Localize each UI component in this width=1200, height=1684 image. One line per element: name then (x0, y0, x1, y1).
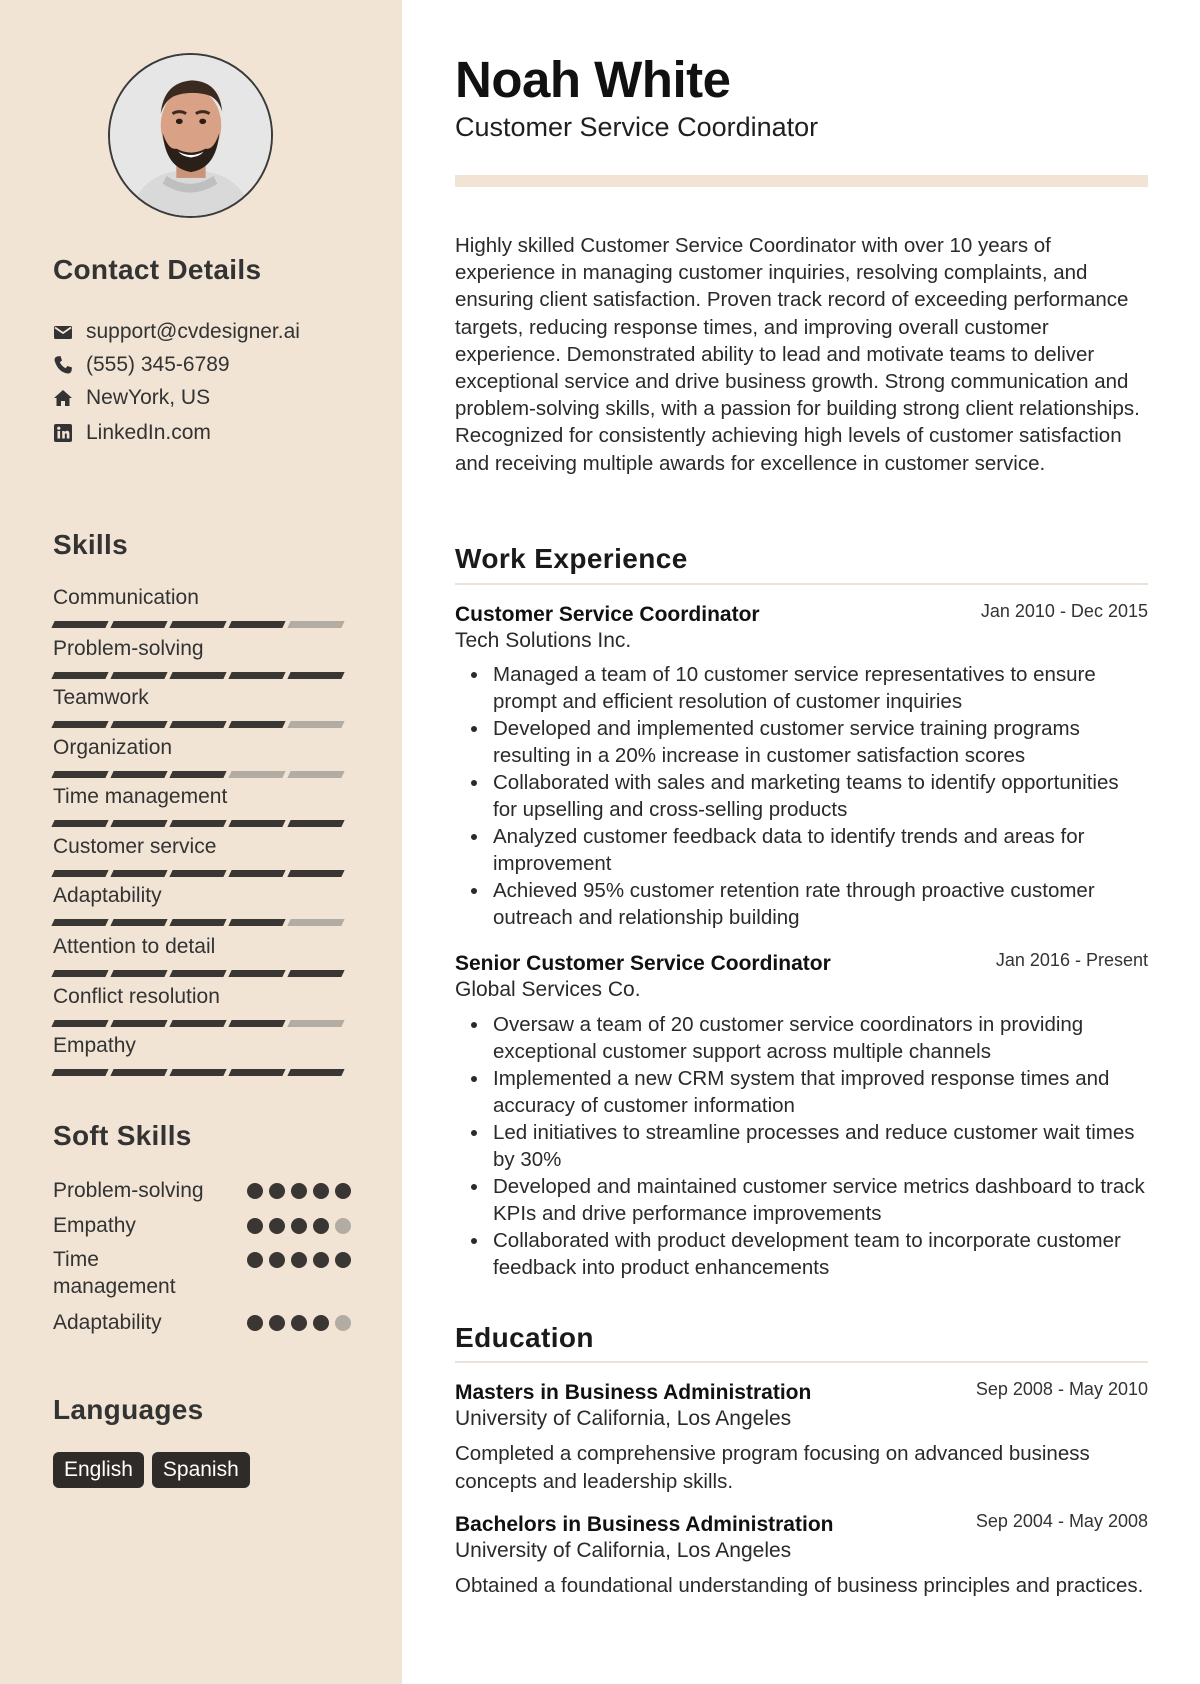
skill-level-bars (53, 721, 348, 728)
list-item: Analyzed customer feedback data to identify trends and areas for improvement (455, 823, 1148, 877)
skill-bar-filled (51, 771, 108, 778)
list-item: Led initiatives to streamline processes and reduce customer wait times by 30% (455, 1119, 1148, 1173)
skill-bar-filled (51, 1069, 108, 1076)
soft-skill-name: Empathy (53, 1214, 136, 1237)
skill-bar-filled (51, 870, 108, 877)
degree-description: Obtained a foundational understanding of business principles and practices. (455, 1574, 1144, 1597)
degree-school: University of California, Los Angeles (455, 1407, 792, 1430)
skill-level-bars (53, 870, 348, 877)
level-dot-filled (313, 1218, 329, 1234)
skill-item (53, 934, 348, 960)
skill-level-bars (53, 672, 348, 679)
skill-item (53, 834, 348, 860)
level-dot-filled (247, 1183, 263, 1199)
skill-bar-filled (287, 970, 344, 977)
home-icon (53, 388, 73, 408)
skill-item (53, 1033, 348, 1059)
job-company: Tech Solutions Inc. (455, 629, 632, 652)
degree-school: University of California, Los Angeles (455, 1539, 792, 1562)
skill-bar-filled (228, 1069, 285, 1076)
skill-bar-filled (110, 1020, 167, 1027)
list-item: Developed and maintained customer service metrics dashboard to track KPIs and drive performance improvements (455, 1173, 1148, 1227)
skill-item (53, 784, 348, 810)
skill-bar-filled (110, 721, 167, 728)
skill-bar-filled (169, 820, 226, 827)
soft-skills-heading: Soft Skills (53, 1120, 192, 1151)
list-item: Oversaw a team of 20 customer service coordinators in providing exceptional customer support across multiple channels (455, 1011, 1148, 1065)
languages-heading: Languages (53, 1394, 204, 1425)
level-dot-filled (291, 1183, 307, 1199)
skill-item (53, 984, 348, 1010)
section-divider (455, 1361, 1148, 1363)
sidebar (0, 0, 402, 1684)
soft-skill-level-dots (247, 1218, 357, 1234)
list-item: Developed and implemented customer service training programs resulting in a 20% increase in customer satisfaction scores (455, 715, 1148, 769)
envelope-icon (53, 322, 73, 342)
skill-bar-filled (110, 771, 167, 778)
avatar (108, 53, 273, 218)
header-divider (455, 175, 1148, 187)
work-experience-heading: Work Experience (455, 543, 688, 574)
skill-level-bars (53, 1020, 348, 1027)
skill-bar-filled (51, 820, 108, 827)
skill-bar-filled (169, 1069, 226, 1076)
profile-summary: Highly skilled Customer Service Coordinator with over 10 years of experience in managing customer inquiries, resolving complaints, and ensuring client satisfaction. Proven track record of exceeding performance targets, reducing response times, and improving overall customer experience. Demonstrated ability to lead and motivate teams to deliver exceptional service and drive business growth. Strong communication and problem-solving skills, with a passion for building strong client relationships. Recognized for consistently achieving high levels of customer satisfaction and receiving multiple awards for excellence in customer service. (455, 234, 1140, 475)
skill-bar-filled (169, 919, 226, 926)
skill-bar-filled (228, 721, 285, 728)
degree-date: Sep 2004 - May 2008 (975, 1511, 1148, 1531)
level-dot-filled (247, 1252, 263, 1268)
contact-heading: Contact Details (53, 254, 262, 285)
skill-name: Organization (53, 736, 173, 759)
contact-phone[interactable] (53, 352, 230, 378)
contact-phone-text: (555) 345-6789 (86, 353, 230, 376)
skill-item (53, 735, 348, 761)
skill-item (53, 585, 348, 611)
main-content (455, 0, 1148, 1684)
skill-bar-filled (51, 621, 108, 628)
level-dot-filled (269, 1183, 285, 1199)
level-dot-filled (291, 1252, 307, 1268)
skill-bar-empty (287, 721, 344, 728)
education-heading: Education (455, 1322, 594, 1353)
contact-email-text: support@cvdesigner.ai (86, 320, 300, 343)
degree-description: Completed a comprehensive program focusing on advanced business concepts and leadership skills. (455, 1442, 1090, 1493)
skill-bar-filled (287, 870, 344, 877)
list-item: Implemented a new CRM system that improved response times and accuracy of customer information (455, 1065, 1148, 1119)
skill-bar-filled (110, 621, 167, 628)
skill-level-bars (53, 820, 348, 827)
language-tag-spanish: Spanish (152, 1452, 250, 1488)
list-item: Achieved 95% customer retention rate through proactive customer outreach and relationship building (455, 877, 1148, 931)
skill-bar-filled (228, 621, 285, 628)
skill-level-bars (53, 919, 348, 926)
level-dot-filled (313, 1183, 329, 1199)
soft-skill-name: Problem-solving (53, 1179, 204, 1202)
skill-item (53, 685, 348, 711)
skill-bar-empty (287, 919, 344, 926)
skill-bar-filled (51, 1020, 108, 1027)
skill-bar-empty (287, 1020, 344, 1027)
soft-skill-level-dots (247, 1252, 357, 1268)
list-item: Managed a team of 10 customer service representatives to ensure prompt and efficient resolution of customer inquiries (455, 661, 1148, 715)
skill-name: Teamwork (53, 686, 149, 709)
profile-photo (110, 55, 271, 216)
soft-skill-name: Adaptability (53, 1311, 162, 1334)
level-dot-empty (335, 1315, 351, 1331)
skill-bar-filled (51, 721, 108, 728)
skill-bar-filled (287, 1069, 344, 1076)
skill-name: Communication (53, 586, 199, 609)
job-title: Senior Customer Service Coordinator (455, 952, 831, 975)
skill-name: Empathy (53, 1034, 136, 1057)
level-dot-filled (269, 1252, 285, 1268)
skill-bar-filled (169, 870, 226, 877)
contact-linkedin[interactable] (53, 420, 211, 446)
skill-item (53, 883, 348, 909)
skill-bar-empty (287, 771, 344, 778)
degree-title: Masters in Business Administration (455, 1381, 812, 1404)
skill-bar-filled (228, 919, 285, 926)
candidate-title: Customer Service Coordinator (455, 112, 819, 142)
skill-bar-filled (169, 1020, 226, 1027)
skill-bar-filled (110, 970, 167, 977)
skill-bar-filled (228, 1020, 285, 1027)
skill-bar-filled (110, 919, 167, 926)
level-dot-filled (313, 1252, 329, 1268)
job-company: Global Services Co. (455, 978, 641, 1001)
skill-bar-filled (287, 820, 344, 827)
skill-bar-empty (228, 771, 285, 778)
candidate-name: Noah White (455, 51, 731, 108)
skill-name: Time management (53, 785, 228, 808)
skill-name: Problem-solving (53, 637, 204, 660)
list-item: Collaborated with sales and marketing teams to identify opportunities for upselling and cross-selling products (455, 769, 1148, 823)
skill-bar-filled (228, 672, 285, 679)
job-bullets (455, 661, 1148, 931)
skill-name: Attention to detail (53, 935, 216, 958)
level-dot-filled (247, 1315, 263, 1331)
skill-level-bars (53, 970, 348, 977)
job-date: Jan 2016 - Present (995, 950, 1148, 970)
skill-bar-filled (169, 621, 226, 628)
level-dot-filled (313, 1315, 329, 1331)
contact-linkedin-text: LinkedIn.com (86, 421, 211, 444)
skill-name: Conflict resolution (53, 985, 220, 1008)
skill-item (53, 636, 348, 662)
soft-skill-level-dots (247, 1183, 357, 1199)
soft-skill-level-dots (247, 1315, 357, 1331)
skill-bar-filled (169, 721, 226, 728)
skill-bar-filled (287, 672, 344, 679)
languages-list (53, 1452, 258, 1488)
degree-date: Sep 2008 - May 2010 (975, 1379, 1148, 1399)
skill-bar-filled (51, 919, 108, 926)
skill-name: Customer service (53, 835, 217, 858)
skill-bar-filled (228, 870, 285, 877)
level-dot-filled (247, 1218, 263, 1234)
soft-skill-item (53, 1177, 349, 1204)
skill-name: Adaptability (53, 884, 162, 907)
soft-skill-item (53, 1309, 349, 1336)
job-bullets (455, 1011, 1148, 1281)
list-item: Collaborated with product development team to incorporate customer feedback into product enhancements (455, 1227, 1148, 1281)
level-dot-filled (291, 1218, 307, 1234)
skill-level-bars (53, 621, 348, 628)
skill-bar-filled (51, 970, 108, 977)
phone-icon (53, 355, 73, 375)
contact-location (53, 385, 210, 411)
contact-email[interactable] (53, 319, 300, 345)
skill-bar-filled (110, 870, 167, 877)
skill-level-bars (53, 771, 348, 778)
level-dot-filled (269, 1218, 285, 1234)
skill-bar-filled (51, 672, 108, 679)
skill-level-bars (53, 1069, 348, 1076)
language-tag-english: English (53, 1452, 144, 1488)
skill-bar-filled (110, 820, 167, 827)
skill-bar-filled (110, 1069, 167, 1076)
skill-bar-filled (169, 672, 226, 679)
skill-bar-filled (169, 771, 226, 778)
linkedin-icon (53, 423, 73, 443)
degree-title: Bachelors in Business Administration (455, 1513, 834, 1536)
section-divider (455, 583, 1148, 585)
level-dot-filled (335, 1183, 351, 1199)
skill-bar-filled (169, 970, 226, 977)
level-dot-filled (291, 1315, 307, 1331)
job-title: Customer Service Coordinator (455, 603, 760, 626)
level-dot-filled (269, 1315, 285, 1331)
skill-bar-filled (228, 820, 285, 827)
skill-bar-empty (287, 621, 344, 628)
skill-bar-filled (110, 672, 167, 679)
level-dot-empty (335, 1218, 351, 1234)
soft-skill-item (53, 1212, 349, 1239)
soft-skill-name: Time management (53, 1248, 176, 1298)
level-dot-filled (335, 1252, 351, 1268)
skills-heading: Skills (53, 529, 128, 560)
contact-location-text: NewYork, US (86, 386, 211, 409)
job-date: Jan 2010 - Dec 2015 (980, 601, 1148, 621)
soft-skill-item (53, 1246, 349, 1300)
skill-bar-filled (228, 970, 285, 977)
